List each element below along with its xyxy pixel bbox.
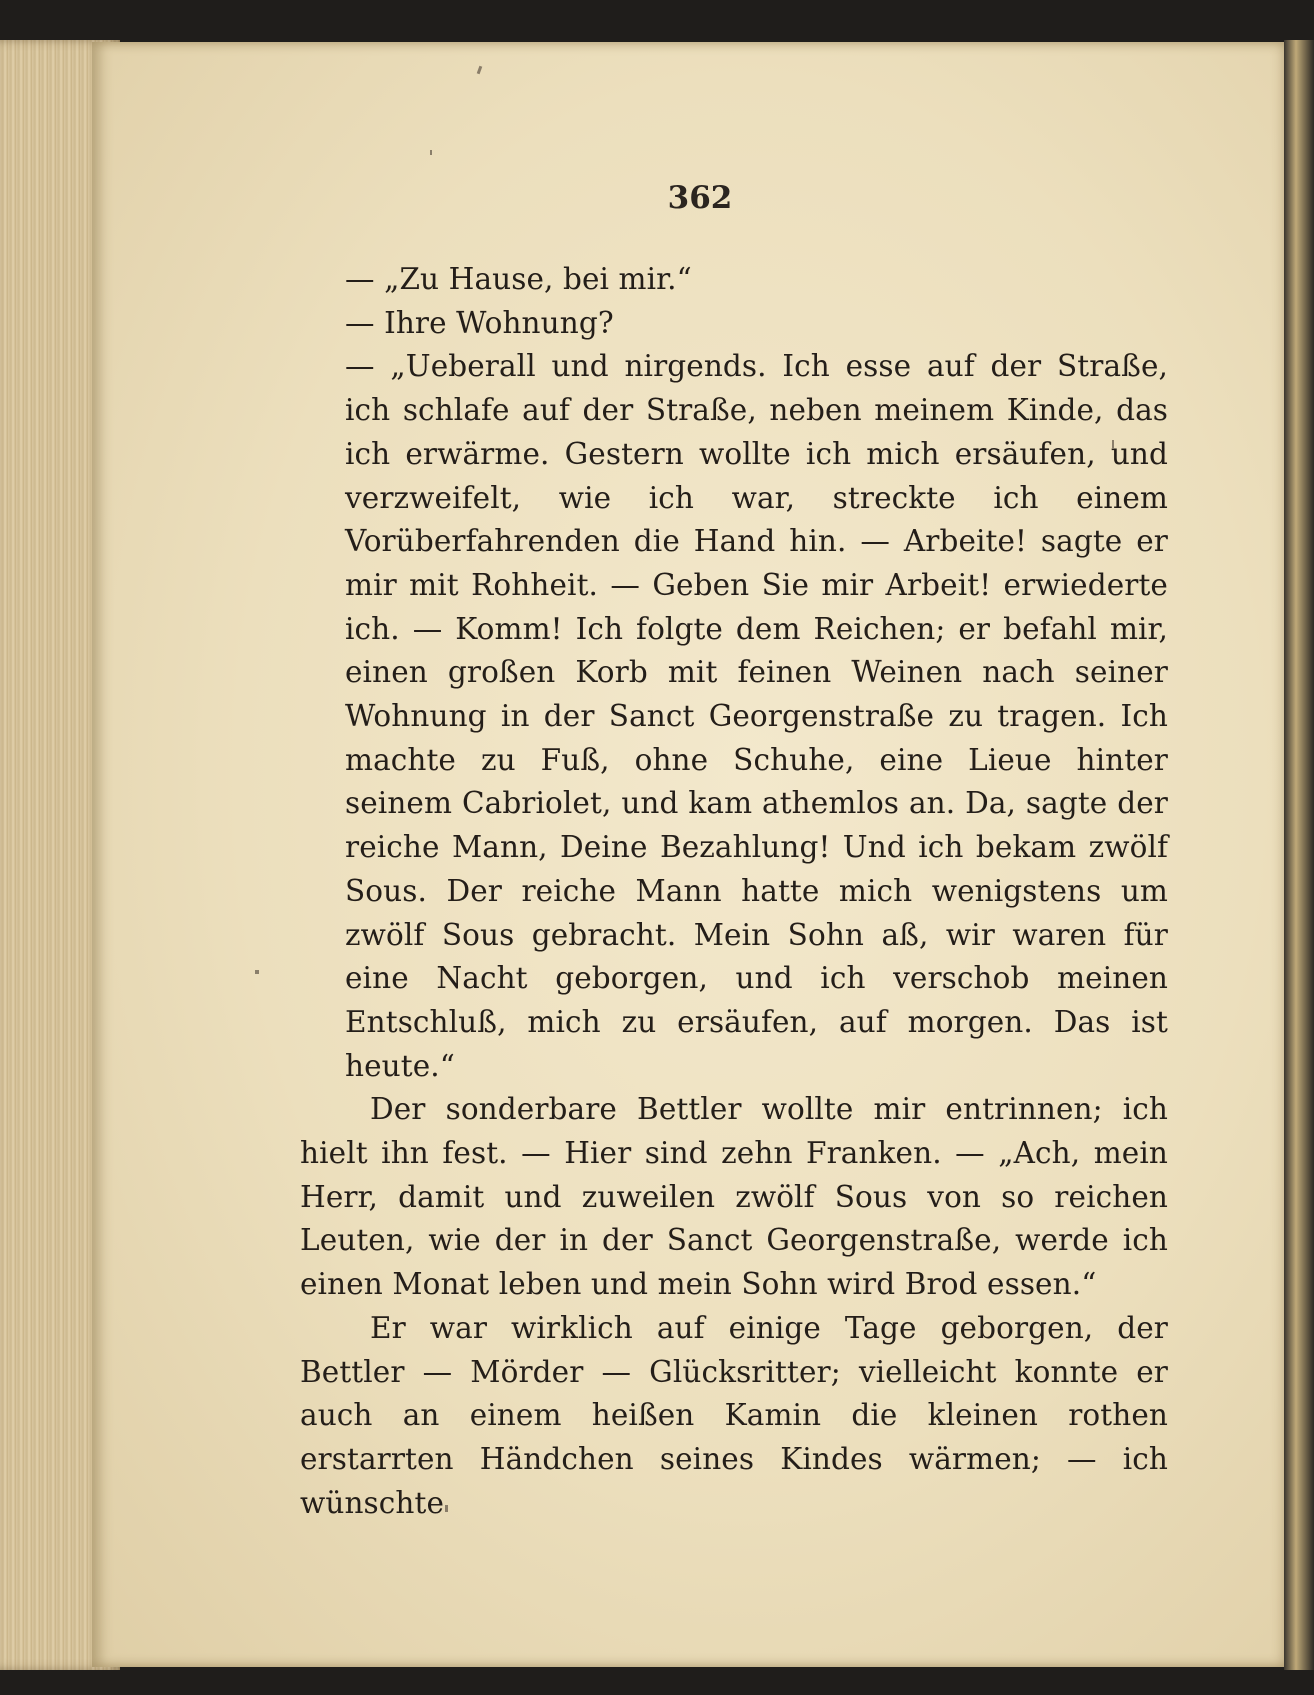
body-text (300, 258, 1168, 1525)
page-number: 362 (667, 180, 733, 216)
paragraph: — „Ueberall und nirgends. Ich esse auf der Straße, ich schlafe auf der Straße, neben meinem Kinde, das ich erwärme. Gestern wollte ich mich ersäufen, und verzweifelt, wie ich war, streckte ich einem Vorüberfahrenden die Hand hin. — Arbeite! sagte er mir mit Rohheit. — Geben Sie mir Arbeit! erwiederte ich. — Komm! Ich folgte dem Reichen; er befahl mir, einen großen Korb mit feinen Weinen nach seiner Wohnung in der Sanct Georgenstraße zu tragen. Ich machte zu Fuß, ohne Schuhe, eine Lieue hinter seinem Cabriolet, und kam athemlos an. Da, sagte der reiche Mann, Deine Bezahlung! Und ich bekam zwölf Sous. Der reiche Mann hatte mich wenigstens um zwölf Sous gebracht. Mein Sohn aß, wir waren für eine Nacht geborgen, und ich verschob meinen Entschluß, mich zu ersäufen, auf morgen. Das ist heute.“ (345, 349, 1168, 1083)
dialogue-line: — „Zu Hause, bei mir.“ (345, 262, 692, 296)
book-right-edge (1284, 40, 1314, 1670)
paragraph: Der sonderbare Bettler wollte mir entrinnen; ich hielt ihn fest. — Hier sind zehn Franken. — „Ach, mein Herr, damit und zuweilen zwölf Sous von so reichen Leuten, wie der in der Sanct Georgenstraße, werde ich einen Monat leben und mein Sohn wird Brod essen.“ (300, 1092, 1168, 1302)
paper-speck (255, 970, 259, 974)
paragraph: Er war wirklich auf einige Tage geborgen, der Bettler — Mörder — Glücksritter; vielleicht konnte er auch an einem heißen Kamin die kleinen rothen erstarrten Händchen seines Kindes wärmen; — ich wünschte (300, 1310, 1168, 1520)
dialogue-line: — Ihre Wohnung? (345, 305, 614, 340)
paper-speck (430, 150, 432, 155)
